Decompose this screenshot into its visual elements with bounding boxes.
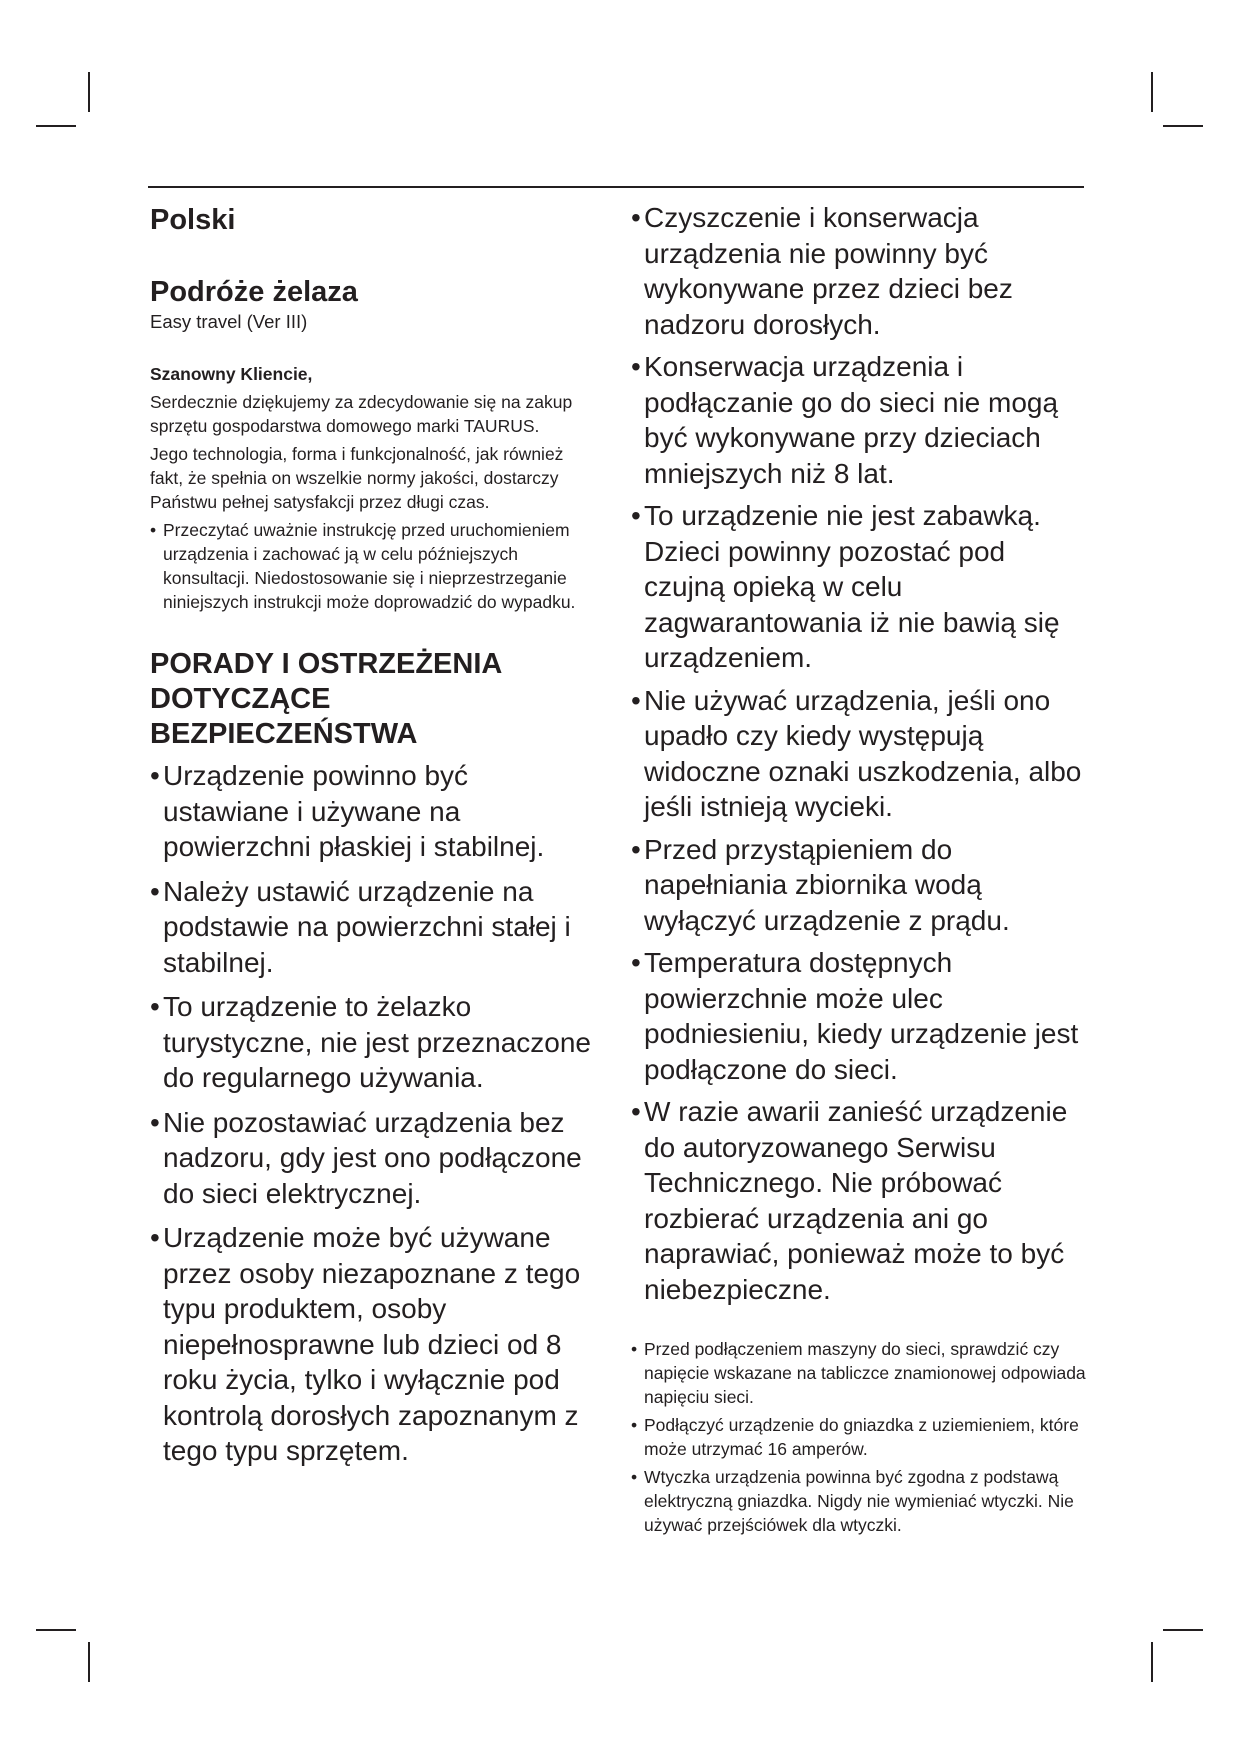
bullet-icon: • bbox=[631, 947, 641, 978]
electrical-bullet-list bbox=[631, 1337, 1091, 1537]
intro-paragraph: Serdecznie dziękujemy za zdecydowanie się na zakup sprzętu gospodarstwa domowego marki TAURUS. bbox=[150, 392, 573, 436]
list-item bbox=[150, 758, 600, 865]
crop-mark-bottom-left-horizontal bbox=[36, 1629, 76, 1631]
bullet-icon: • bbox=[631, 833, 641, 865]
list-item-text: Wtyczka urządzenia powinna być zgodna z podstawą elektryczną gniazdka. Nigdy nie wymieniać wtyczki. Nie używać przejściówek dla wtyczki. bbox=[644, 1467, 1074, 1535]
list-item bbox=[150, 518, 600, 614]
list-item-text: Nie używać urządzenia, jeśli ono upadło czy kiedy występują widoczne oznaki uszkodzenia, albo jeśli istnieją wycieki. bbox=[644, 684, 1082, 822]
list-item bbox=[631, 1413, 1091, 1461]
list-item bbox=[150, 1220, 600, 1469]
bullet-icon: • bbox=[150, 991, 160, 1022]
bullet-icon: • bbox=[631, 1415, 638, 1435]
safety-list-left bbox=[150, 758, 600, 1469]
right-column bbox=[631, 200, 1091, 1541]
intro-bullet-list bbox=[150, 518, 600, 614]
list-item-text: W razie awarii zanieść urządzenie do autoryzowanego Serwisu Technicznego. Nie próbować rozbierać urządzenia ani go naprawiać, ponieważ może to być niebezpieczne. bbox=[644, 1096, 1068, 1305]
list-item bbox=[631, 1094, 1091, 1307]
safety-list-right bbox=[631, 200, 1091, 1307]
list-item bbox=[150, 989, 600, 1096]
bullet-icon: • bbox=[631, 1096, 641, 1127]
model-subtitle: Easy travel (Ver III) bbox=[150, 311, 308, 332]
crop-mark-bottom-left-vertical bbox=[88, 1642, 90, 1682]
greeting: Szanowny Kliencie, bbox=[150, 364, 313, 384]
bullet-icon: • bbox=[631, 1467, 638, 1487]
list-item-text: Konserwacja urządzenia i podłączanie go do sieci nie mogą być wykonywane przy dzieciach mniejszych niż 8 lat. bbox=[644, 351, 1059, 489]
crop-mark-top-left-horizontal bbox=[36, 125, 76, 127]
bullet-icon: • bbox=[150, 760, 160, 791]
bullet-icon: • bbox=[150, 1106, 160, 1138]
bullet-icon: • bbox=[631, 1339, 638, 1359]
list-item bbox=[150, 1105, 600, 1212]
bullet-icon: • bbox=[150, 1222, 160, 1253]
bullet-icon: • bbox=[631, 351, 641, 382]
crop-mark-top-right-vertical bbox=[1151, 72, 1153, 112]
bullet-icon: • bbox=[150, 520, 157, 540]
list-item bbox=[631, 498, 1091, 676]
list-item bbox=[631, 349, 1091, 491]
crop-mark-top-right-horizontal bbox=[1163, 125, 1203, 127]
crop-mark-bottom-right-horizontal bbox=[1163, 1629, 1203, 1631]
list-item-text: Urządzenie powinno być ustawiane i używane na powierzchni płaskiej i stabilnej. bbox=[163, 760, 545, 862]
list-item bbox=[631, 945, 1091, 1087]
crop-mark-top-left-vertical bbox=[88, 72, 90, 112]
crop-mark-bottom-right-vertical bbox=[1151, 1642, 1153, 1682]
list-item bbox=[150, 874, 600, 981]
list-item bbox=[631, 1337, 1091, 1409]
bullet-icon: • bbox=[631, 202, 641, 233]
list-item-text: Czyszczenie i konserwacja urządzenia nie powinny być wykonywane przez dzieci bez nadzoru dorosłych. bbox=[644, 202, 1013, 340]
bullet-icon: • bbox=[150, 875, 160, 907]
bullet-icon: • bbox=[631, 684, 641, 716]
list-item-text: Należy ustawić urządzenie na podstawie na powierzchni stałej i stabilnej. bbox=[163, 875, 571, 978]
list-item-text: Podłączyć urządzenie do gniazdka z uziemieniem, które może utrzymać 16 amperów. bbox=[644, 1415, 1079, 1459]
list-item-text: To urządzenie to żelazko turystyczne, nie jest przeznaczone do regularnego używania. bbox=[163, 991, 591, 1093]
list-item-text: Przed przystąpieniem do napełniania zbiornika wodą wyłączyć urządzenie z prądu. bbox=[644, 833, 1010, 936]
list-item-text: Temperatura dostępnych powierzchnie może ulec podniesieniu, kiedy urządzenie jest podłączone do sieci. bbox=[644, 947, 1079, 1085]
list-item-text: To urządzenie nie jest zabawką. Dzieci powinny pozostać pod czujną opieką w celu zagwarantowania iż nie bawią się urządzeniem. bbox=[644, 500, 1060, 673]
list-item bbox=[631, 200, 1091, 342]
language-label: Polski bbox=[150, 204, 236, 236]
list-item bbox=[631, 683, 1091, 825]
list-item bbox=[631, 1465, 1091, 1537]
list-item bbox=[631, 832, 1091, 939]
list-item-text: Przeczytać uważnie instrukcję przed uruchomieniem urządzenia i zachować ją w celu późniejszych konsultacji. Niedostosowanie się i nieprzestrzeganie niniejszych instrukcji może doprowadzić do wypadku. bbox=[163, 520, 576, 612]
safety-heading: PORADY I OSTRZEŻENIA DOTYCZĄCE BEZPIECZEŃSTWA bbox=[150, 648, 502, 750]
list-item-text: Nie pozostawiać urządzenia bez nadzoru, gdy jest ono podłączone do sieci elektrycznej. bbox=[163, 1106, 582, 1209]
list-item-text: Przed podłączeniem maszyny do sieci, sprawdzić czy napięcie wskazane na tabliczce znamionowej odpowiada napięciu sieci. bbox=[644, 1339, 1086, 1407]
intro-paragraph: Jego technologia, forma i funkcjonalność, jak również fakt, że spełnia on wszelkie normy jakości, dostarczy Państwu pełnej satysfakcji przez długi czas. bbox=[150, 444, 564, 512]
page-title: Podróże żelaza bbox=[150, 276, 358, 308]
header-rule bbox=[148, 186, 1084, 188]
left-column bbox=[150, 200, 600, 1478]
bullet-icon: • bbox=[631, 500, 641, 531]
list-item-text: Urządzenie może być używane przez osoby niezapoznane z tego typu produktem, osoby niepełnosprawne lub dzieci od 8 roku życia, tylko i wyłącznie pod kontrolą dorosłych zapoznanym z tego typu sprzętem. bbox=[163, 1222, 581, 1466]
